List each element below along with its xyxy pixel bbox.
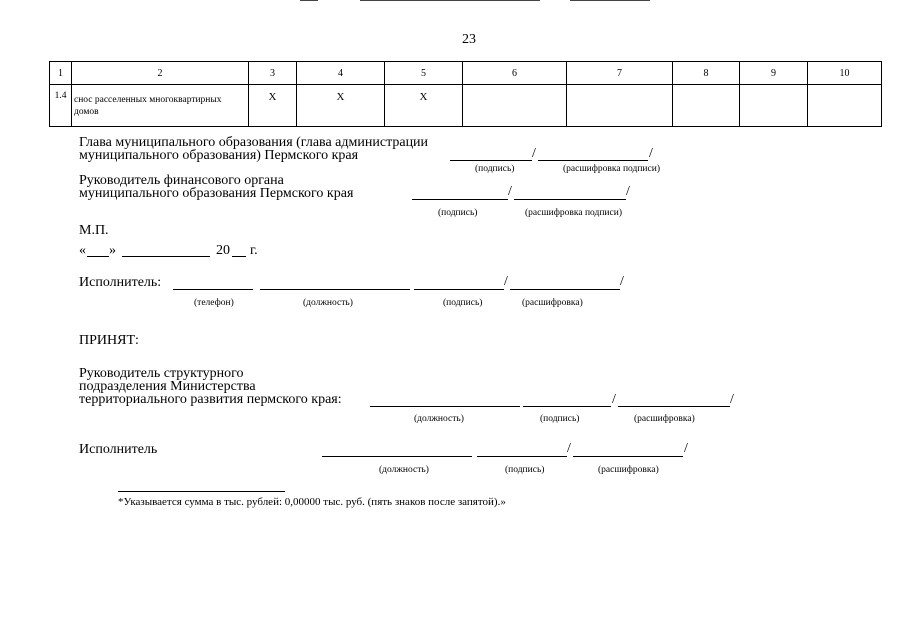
row-cell: Х	[385, 85, 463, 127]
ministry-position-line	[370, 406, 520, 407]
executor-slash: /	[504, 274, 508, 289]
fin-sign-line	[412, 199, 508, 200]
executor-sign-caption: (подпись)	[443, 298, 483, 308]
fin-decode-line	[514, 199, 626, 200]
row-cell	[463, 85, 567, 127]
executor-decode-caption: (расшифровка)	[522, 298, 583, 308]
ministry-slash: /	[612, 392, 616, 407]
row-cell: Х	[297, 85, 385, 127]
date-close-quote: »	[109, 243, 116, 258]
ministry-title-line1: Руководитель структурного	[79, 366, 244, 381]
footnote-text: *Указывается сумма в тыс. рублей: 0,00000 тыс. руб. (пять знаков после запятой).»	[118, 496, 506, 508]
fin-title-line1: Руководитель финансового органа	[79, 173, 284, 188]
row-cell	[567, 85, 673, 127]
executor2-slash-end: /	[684, 441, 688, 456]
top-rule-3	[570, 0, 650, 1]
executor2-sign-line	[477, 456, 567, 457]
ministry-decode-line	[618, 406, 730, 407]
executor2-position-line	[322, 456, 472, 457]
header-cell: 9	[740, 62, 808, 85]
executor-sign-line	[414, 289, 504, 290]
fin-sign-caption: (подпись)	[438, 208, 478, 218]
executor2-label: Исполнитель	[79, 442, 158, 457]
fin-slash-end: /	[626, 184, 630, 199]
row-number-cell: 1.4	[50, 85, 72, 127]
header-cell: 8	[673, 62, 740, 85]
head-sign-caption: (подпись)	[475, 164, 515, 174]
data-table	[49, 61, 882, 127]
header-cell: 10	[808, 62, 882, 85]
top-rule-2	[360, 0, 540, 1]
header-cell: 4	[297, 62, 385, 85]
table-row	[50, 85, 882, 127]
row-cell	[673, 85, 740, 127]
header-cell: 6	[463, 62, 567, 85]
table-header-row	[50, 62, 882, 85]
date-open-quote: «	[79, 243, 86, 258]
top-rule-1	[300, 0, 318, 1]
stamp-place-label: М.П.	[79, 223, 109, 238]
executor2-sign-caption: (подпись)	[505, 465, 545, 475]
fin-decode-caption: (расшифровка подписи)	[525, 208, 622, 218]
header-cell: 1	[50, 62, 72, 85]
executor-phone-line	[173, 289, 253, 290]
ministry-sign-line	[523, 406, 611, 407]
head-sign-line	[450, 160, 532, 161]
executor-position-caption: (должность)	[303, 298, 353, 308]
executor-decode-line	[510, 289, 620, 290]
date-year-line	[232, 256, 246, 257]
row-cell: Х	[249, 85, 297, 127]
ministry-title-line3: территориального развития пермского края:	[79, 392, 342, 407]
date-day-line	[87, 256, 109, 257]
date-year-prefix: 20	[216, 243, 230, 258]
header-cell: 5	[385, 62, 463, 85]
header-cell: 3	[249, 62, 297, 85]
head-decode-line	[538, 160, 648, 161]
fin-title-line2: муниципального образования Пермского края	[79, 186, 354, 201]
executor2-decode-caption: (расшифровка)	[598, 465, 659, 475]
header-cell: 7	[567, 62, 673, 85]
ministry-sign-caption: (подпись)	[540, 414, 580, 424]
head-slash-end: /	[649, 146, 653, 161]
executor2-decode-line	[573, 456, 683, 457]
accepted-heading: ПРИНЯТ:	[79, 333, 139, 348]
date-month-line	[122, 256, 210, 257]
row-cell	[740, 85, 808, 127]
row-description-cell: снос расселенных многоквартирных домов	[72, 85, 249, 127]
executor-label: Исполнитель:	[79, 275, 162, 290]
head-title-line2: муниципального образования) Пермского края	[79, 148, 359, 163]
ministry-slash-end: /	[730, 392, 734, 407]
executor-slash-end: /	[620, 274, 624, 289]
executor2-position-caption: (должность)	[379, 465, 429, 475]
head-title-line1: Глава муниципального образования (глава администрации	[79, 135, 429, 150]
page-number: 23	[462, 32, 476, 47]
executor-position-line	[260, 289, 410, 290]
ministry-title-line2: подразделения Министерства	[79, 379, 256, 394]
row-cell	[808, 85, 882, 127]
date-year-suffix: г.	[250, 243, 258, 258]
footnote-separator	[118, 491, 285, 492]
header-cell: 2	[72, 62, 249, 85]
head-decode-caption: (расшифровка подписи)	[563, 164, 660, 174]
executor-phone-caption: (телефон)	[194, 298, 234, 308]
head-slash: /	[532, 146, 536, 161]
ministry-decode-caption: (расшифровка)	[634, 414, 695, 424]
ministry-position-caption: (должность)	[414, 414, 464, 424]
fin-slash: /	[508, 184, 512, 199]
executor2-slash: /	[567, 441, 571, 456]
